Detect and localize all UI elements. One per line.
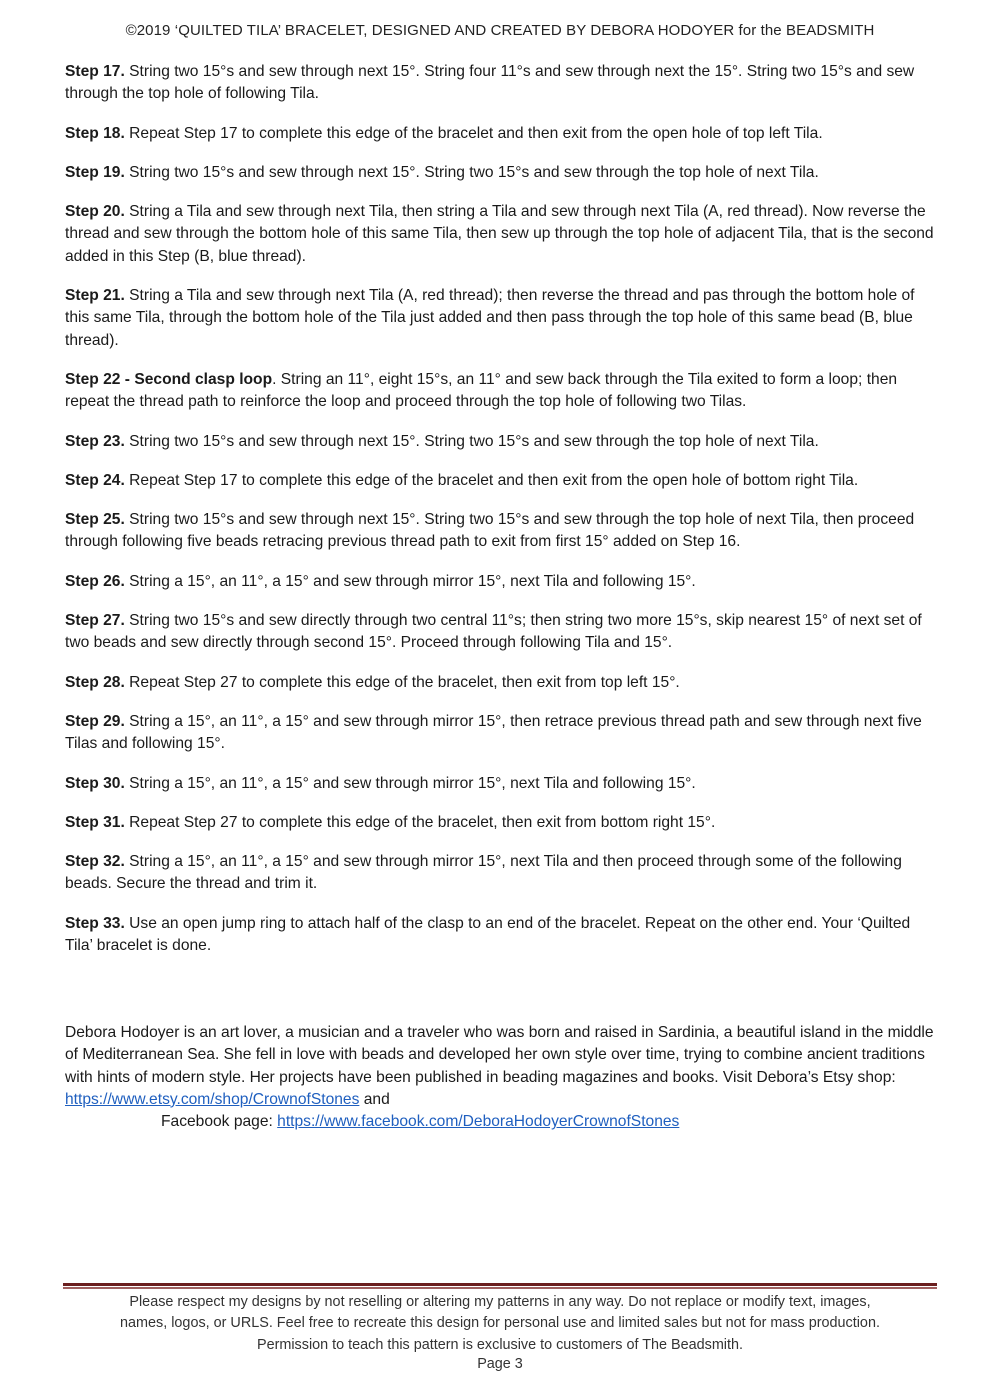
step-text: String a Tila and sew through next Tila (A, red thread); then reverse the thread and pas through the bottom hole of this same Tila, through the bottom hole of the Tila just added and then pass through the top hole of this same bead (B, blue thread). — [65, 287, 915, 349]
step-22 — [65, 369, 937, 414]
step-28 — [65, 672, 937, 694]
step-text: Repeat Step 17 to complete this edge of the bracelet and then exit from the open hole of top left Tila. — [124, 124, 823, 142]
step-27 — [65, 610, 937, 655]
step-label: Step 18. — [65, 124, 125, 142]
step-label: Step 25. — [65, 511, 125, 529]
step-label: Step 31. — [65, 813, 125, 831]
steps-list — [65, 61, 937, 974]
step-text: String a 15°, an 11°, a 15° and sew through mirror 15°, next Tila and following 15°. — [124, 572, 696, 590]
step-label: Step 28. — [65, 673, 125, 691]
step-label: Step 22 - Second clasp loop — [65, 370, 273, 388]
step-label: Step 30. — [65, 774, 125, 792]
step-19 — [65, 162, 937, 184]
step-label: Step 33. — [65, 914, 125, 932]
page-number: Page 3 — [477, 1356, 523, 1372]
step-label: Step 32. — [65, 853, 125, 871]
step-label: Step 19. — [65, 163, 125, 181]
step-label: Step 26. — [65, 572, 125, 590]
step-text: Repeat Step 27 to complete this edge of the bracelet, then exit from top left 15°. — [124, 673, 680, 691]
step-25 — [65, 509, 937, 554]
divider-light-line — [63, 1287, 937, 1289]
step-text: String two 15°s and sew through next 15°. String four 11°s and sew through next the 15°. String two 15°s and sew through the top hole of following Tila. — [65, 63, 915, 103]
facebook-line — [65, 1111, 937, 1133]
author-bio — [65, 1022, 937, 1133]
step-label: Step 29. — [65, 712, 125, 730]
footer-line-1: Please respect my designs by not reselling or altering my patterns in any way. Do not replace or modify text, images, — [129, 1294, 871, 1310]
bio-and-text: and — [359, 1090, 390, 1108]
step-29 — [65, 711, 937, 756]
step-text: String two 15°s and sew through next 15°. String two 15°s and sew through the top hole of next Tila, then proceed through following five beads retracing previous thread path to exit from first 15° added on Step 16. — [65, 511, 915, 551]
step-18 — [65, 123, 937, 145]
step-label: Step 24. — [65, 471, 125, 489]
step-label: Step 17. — [65, 63, 125, 80]
copyright-notice — [63, 1292, 937, 1356]
page-header: ©2019 ‘QUILTED TILA’ BRACELET, DESIGNED AND CREATED BY DEBORA HODOYER for the BEADSMITH — [125, 22, 875, 39]
bio-text: Debora Hodoyer is an art lover, a musician and a traveler who was born and raised in Sardinia, a beautiful island in the middle of Mediterranean Sea. She fell in love with beads and developed her own style over time, trying to combine ancient traditions with hints of modern style. Her projects have been published in beading magazines and books. Visit Debora’s Etsy shop: — [65, 1024, 934, 1086]
facebook-label: Facebook page: — [161, 1113, 278, 1131]
facebook-link[interactable]: https://www.facebook.com/DeboraHodoyerCrownofStones — [277, 1113, 680, 1131]
step-text: String a Tila and sew through next Tila, then string a Tila and sew through next Tila (A, red thread). Now reverse the thread and sew through the bottom hole of this same Tila, then sew up through the top hole of adjacent Tila, that is the second added in this Step (B, blue thread). — [65, 203, 934, 265]
step-label: Step 21. — [65, 287, 125, 305]
step-31 — [65, 812, 937, 834]
step-text: String a 15°, an 11°, a 15° and sew through mirror 15°, next Tila and then proceed through some of the following beads. Secure the thread and trim it. — [65, 853, 902, 893]
step-text: . String an 11°, eight 15°s, an 11° and sew back through the Tila exited to form a loop; then repeat the thread path to reinforce the loop and proceed through the top hole of following two Tilas. — [65, 370, 898, 411]
step-32 — [65, 851, 937, 896]
step-text: String a 15°, an 11°, a 15° and sew through mirror 15°, next Tila and following 15°. — [124, 774, 696, 792]
step-text: String two 15°s and sew directly through two central 11°s; then string two more 15°s, skip nearest 15° of next set of two beads and sew directly through second 15°. Proceed through following Tila and 15°. — [65, 612, 922, 652]
divider-dark-line — [63, 1283, 937, 1286]
step-30 — [65, 773, 937, 795]
footer-line-2: names, logos, or URLS. Feel free to recreate this design for personal use and limited sales but not for mass production. — [120, 1315, 880, 1332]
footer-line-3: Permission to teach this pattern is exclusive to customers of The Beadsmith. — [256, 1336, 744, 1353]
step-20 — [65, 201, 937, 268]
step-label: Step 27. — [65, 612, 125, 630]
step-23 — [65, 431, 937, 453]
etsy-link[interactable]: https://www.etsy.com/shop/CrownofStones — [65, 1090, 360, 1108]
step-text: Use an open jump ring to attach half of the clasp to an end of the bracelet. Repeat on the other end. Your ‘Quilted Tila’ bracelet is done. — [65, 914, 911, 955]
step-label: Step 20. — [65, 203, 125, 221]
step-label: Step 23. — [65, 432, 125, 450]
step-21 — [65, 285, 937, 352]
step-text: String two 15°s and sew through next 15°. String two 15°s and sew through the top hole of next Tila. — [124, 432, 819, 450]
footer-divider — [63, 1283, 937, 1289]
step-text: Repeat Step 17 to complete this edge of the bracelet and then exit from the open hole of bottom right Tila. — [124, 471, 859, 489]
step-33 — [65, 913, 937, 958]
step-17 — [65, 61, 937, 106]
step-24 — [65, 470, 937, 492]
step-text: String two 15°s and sew through next 15°. String two 15°s and sew through the top hole of next Tila. — [124, 163, 819, 181]
step-text: String a 15°, an 11°, a 15° and sew through mirror 15°, then retrace previous thread path and sew through next five Tilas and following 15°. — [65, 712, 922, 753]
step-text: Repeat Step 27 to complete this edge of the bracelet, then exit from bottom right 15°. — [124, 813, 716, 831]
step-26 — [65, 571, 937, 593]
